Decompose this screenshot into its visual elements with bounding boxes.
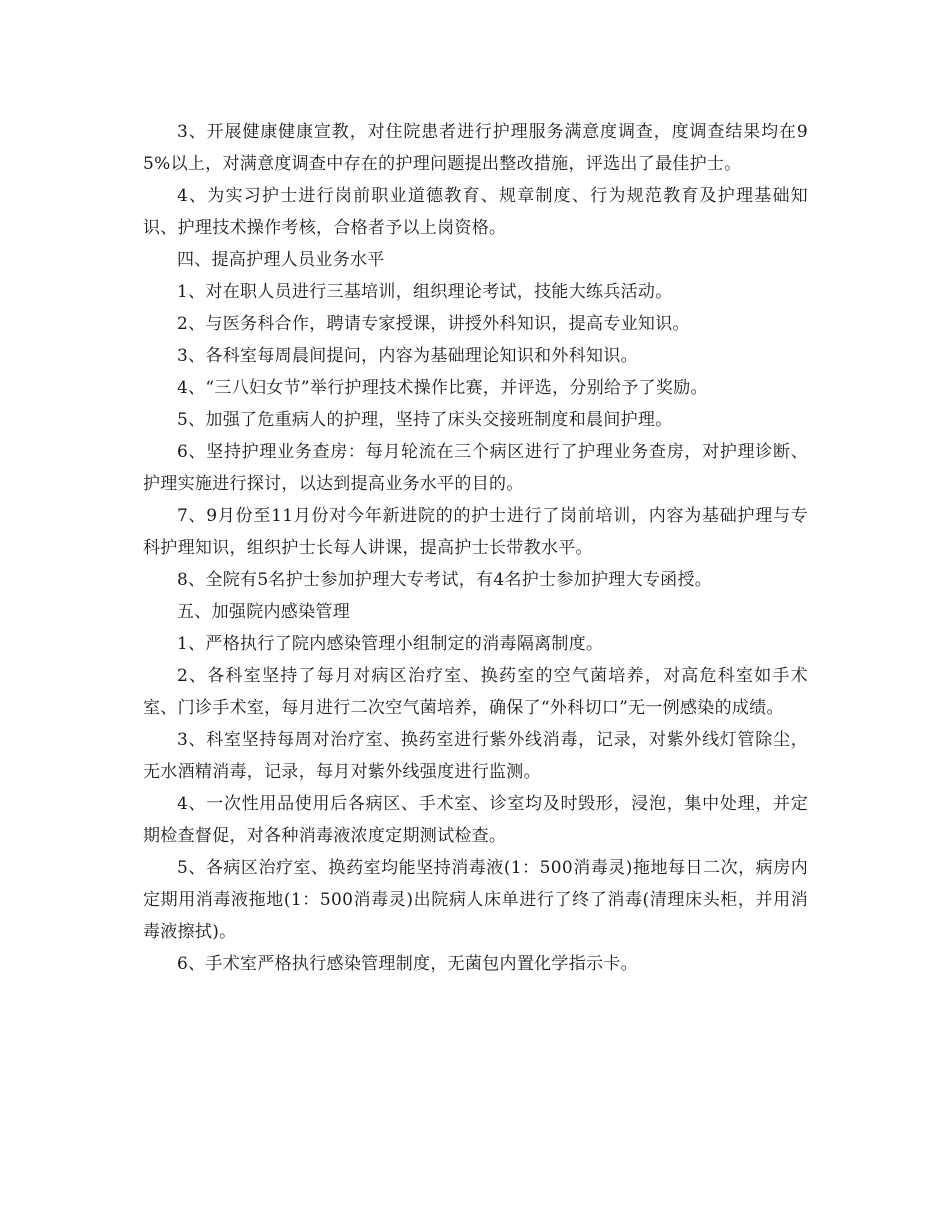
paragraph: 5、加强了危重病人的护理，坚持了床头交接班制度和晨间护理。 [177, 410, 673, 430]
paragraph: 4、一次性用品使用后各病区、手术室、诊室均及时毁形，浸泡，集中处理，并定期检查督促，对各种消毒液浓度定期测试检查。 [143, 794, 808, 846]
paragraph: 6、手术室严格执行感染管理制度，无菌包内置化学指示卡。 [177, 954, 638, 974]
paragraph: 3、各科室每周晨间提问，内容为基础理论知识和外科知识。 [177, 346, 638, 366]
paragraph: 3、科室坚持每周对治疗室、换药室进行紫外线消毒，记录，对紫外线灯管除尘，无水酒精消毒，记录，每月对紫外线强度进行监测。 [143, 730, 808, 782]
paragraph: 6、坚持护理业务查房：每月轮流在三个病区进行了护理业务查房，对护理诊断、护理实施进行探讨，以达到提高业务水平的目的。 [143, 442, 808, 494]
paragraph: 7、9月份至11月份对今年新进院的的护士进行了岗前培训，内容为基础护理与专科护理知识，组织护士长每人讲课，提高护士长带教水平。 [143, 506, 808, 558]
paragraph: 2、与医务科合作，聘请专家授课，讲授外科知识，提高专业知识。 [177, 314, 690, 334]
paragraph: 1、严格执行了院内感染管理小组制定的消毒隔离制度。 [177, 634, 604, 654]
paragraph: 4、为实习护士进行岗前职业道德教育、规章制度、行为规范教育及护理基础知识、护理技术操作考核，合格者予以上岗资格。 [143, 186, 808, 238]
paragraph: 5、各病区治疗室、换药室均能坚持消毒液(1：500消毒灵)拖地每日二次，病房内定期用消毒液拖地(1：500消毒灵)出院病人床单进行了终了消毒(清理床头柜，并用消毒液擦拭)。 [143, 858, 808, 942]
paragraph: 8、全院有5名护士参加护理大专考试，有4名护士参加护理大专函授。 [177, 570, 713, 590]
document-body [143, 116, 808, 980]
section-heading: 四、提高护理人员业务水平 [177, 250, 385, 270]
paragraph: 3、开展健康健康宣教，对住院患者进行护理服务满意度调查，度调查结果均在95%以上，对满意度调查中存在的护理问题提出整改措施，评选出了最佳护士。 [143, 122, 808, 174]
paragraph: 2、各科室坚持了每月对病区治疗室、换药室的空气菌培养，对高危科室如手术室、门诊手术室，每月进行二次空气菌培养，确保了“外科切口”无一例感染的成绩。 [143, 666, 808, 718]
paragraph: 4、“三八妇女节”举行护理技术操作比赛，并评选，分别给予了奖励。 [177, 378, 708, 398]
section-heading: 五、加强院内感染管理 [177, 602, 350, 622]
paragraph: 1、对在职人员进行三基培训，组织理论考试，技能大练兵活动。 [177, 282, 673, 302]
